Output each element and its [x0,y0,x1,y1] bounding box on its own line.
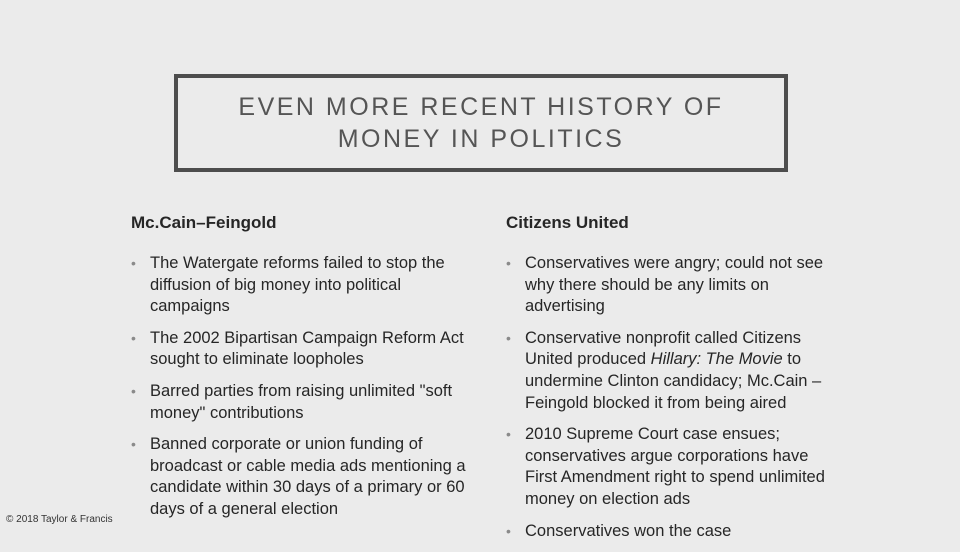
bullet-item: • The Watergate reforms failed to stop the diffusion of big money into political campaigns [131,253,469,318]
left-bullet-list [131,253,469,521]
movie-title: Hillary: The Movie [650,350,783,369]
bullet-item: • Conservatives were angry; could not see why there should be any limits on advertising [506,253,841,318]
bullet-item [506,328,841,414]
slide-title [238,91,723,155]
slide-title-line-2: MONEY IN POLITICS [337,125,625,153]
right-column [506,212,841,552]
left-column-heading: Mc.Cain–Feingold [131,213,277,232]
copyright-footer: © 2018 Taylor & Francis [6,514,113,525]
title-box [174,74,788,172]
slide-title-line-1: EVEN MORE RECENT HISTORY OF [238,93,724,121]
bullet-item: • 2010 Supreme Court case ensues; conservatives argue corporations have First Amendment right to spend unlimited money on election ads [506,424,841,510]
bullet-item: • The 2002 Bipartisan Campaign Reform Act sought to eliminate loopholes [131,328,469,371]
bullet-item: • Barred parties from raising unlimited "soft money" contributions [131,381,469,424]
right-column-heading: Citizens United [506,213,629,232]
left-column [131,212,469,531]
bullet-text: to undermine Clinton candidacy; Mc.Cain – Feingold blocked it from being aired [525,350,822,412]
bullet-text: Conservative nonprofit called Citizens United produced [525,328,802,369]
bullet-item: • Banned corporate or union funding of broadcast or cable media ads mentioning a candidate within 30 days of a primary or 60 days of a general election [131,434,469,520]
bullet-item: • Conservatives won the case [506,521,841,543]
right-bullet-list [506,253,841,542]
